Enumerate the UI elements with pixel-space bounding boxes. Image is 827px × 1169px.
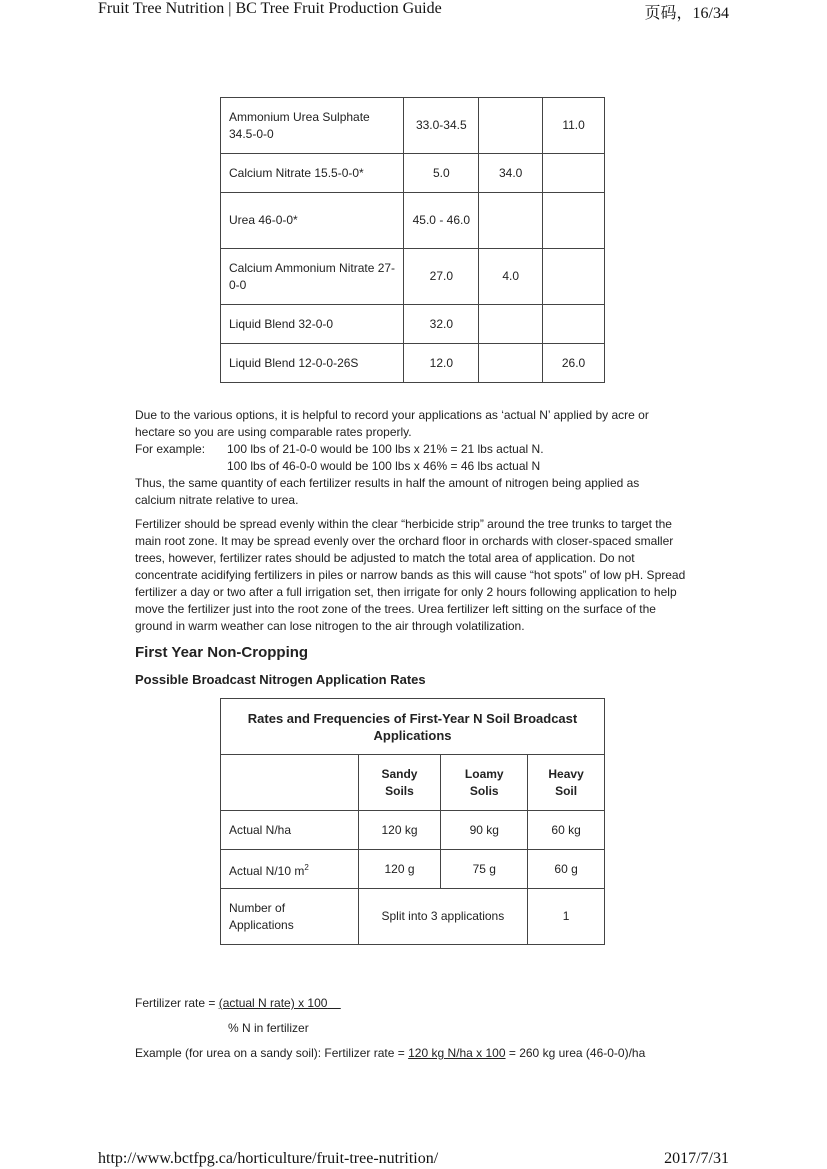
- cell-value: [543, 193, 605, 249]
- example-lead: Example (for urea on a sandy soil): Fertilizer rate =: [135, 1046, 409, 1060]
- paragraph-line: Thus, the same quantity of each fertilizer results in half the amount of nitrogen being applied as: [135, 476, 640, 490]
- table-row: [221, 811, 605, 850]
- paragraph-line: For example:: [135, 442, 206, 456]
- cell-value: 120 g: [358, 850, 441, 889]
- cell-value: 75 g: [441, 850, 528, 889]
- cell-value: [543, 154, 605, 193]
- header-title: Fruit Tree Nutrition | BC Tree Fruit Production Guide: [98, 0, 442, 17]
- table-row: [221, 249, 605, 305]
- cell-value: [479, 193, 543, 249]
- fertilizer-name: Calcium Ammonium Nitrate 27-0-0: [221, 249, 404, 305]
- cell-value: 32.0: [404, 305, 479, 344]
- subsection-heading: Possible Broadcast Nitrogen Application Rates: [135, 672, 426, 687]
- table-row: [221, 154, 605, 193]
- table-row: [221, 344, 605, 383]
- footer-date: 2017/7/31: [664, 1150, 729, 1167]
- fertilizer-name: Calcium Nitrate 15.5-0-0*: [221, 154, 404, 193]
- formula-lead: Fertilizer rate =: [135, 996, 219, 1010]
- page-header: [98, 0, 729, 23]
- header-page-number: 页码，16/34: [644, 5, 729, 22]
- fertilizer-name: Liquid Blend 32-0-0: [221, 305, 404, 344]
- cell-value: 27.0: [404, 249, 479, 305]
- cell-value: [543, 305, 605, 344]
- cell-value: Split into 3 applications: [358, 889, 528, 945]
- cell-value: 4.0: [479, 249, 543, 305]
- application-rates-table: [220, 698, 605, 945]
- cell-value: 34.0: [479, 154, 543, 193]
- example-numerator: 120 kg N/ha x 100: [408, 1046, 506, 1060]
- column-header: Sandy Soils: [358, 755, 441, 811]
- superscript: 2: [304, 862, 309, 872]
- column-header: Loamy Solis: [441, 755, 528, 811]
- cell-value: 5.0: [404, 154, 479, 193]
- fertilizer-name: Liquid Blend 12-0-0-26S: [221, 344, 404, 383]
- table-row: [221, 850, 605, 889]
- cell-value: 12.0: [404, 344, 479, 383]
- fertilizer-spreading-paragraph: Fertilizer should be spread evenly within the clear “herbicide strip” around the tree trunks to target the main root zone. It may be spread evenly over the orchard floor in orchards with closer-spaced smaller trees, however, fertilizer rates should be adjusted to match the total area of application. Do not concentrate acidifying fertilizers in piles or narrow bands as this will cause “hot spots” of low pH. Spread fertilizer a day or two after a full irrigation set, then irrigate for only 2 hours following application to help move the fertilizer just into the root zone of the trees. Urea fertilizer left sitting on the surface of the ground in warm weather can lose nitrogen to the air through volatilization.: [135, 517, 686, 633]
- cell-value: [479, 344, 543, 383]
- page-footer: [98, 1150, 729, 1168]
- cell-value: 33.0-34.5: [404, 98, 479, 154]
- column-header: Heavy Soil: [528, 755, 605, 811]
- fertilizer-name: Urea 46-0-0*: [221, 193, 404, 249]
- cell-value: 120 kg: [358, 811, 441, 850]
- formula-numerator: [219, 996, 341, 1010]
- cell-value: [479, 98, 543, 154]
- fertilizer-name: Ammonium Urea Sulphate 34.5-0-0: [221, 98, 404, 154]
- table-row: [221, 193, 605, 249]
- example-tail: = 260 kg urea (46-0-0)/ha: [505, 1046, 646, 1060]
- table-row: [221, 305, 605, 344]
- cell-value: 1: [528, 889, 605, 945]
- row-label: Number of Applications: [221, 889, 359, 945]
- paragraph-line: 100 lbs of 21-0-0 would be 100 lbs x 21% = 21 lbs actual N.: [227, 442, 544, 456]
- formula-line: [135, 995, 341, 1012]
- cell-value: 60 g: [528, 850, 605, 889]
- empty-header-cell: [221, 755, 359, 811]
- paragraph-line: hectare so you are using comparable rates properly.: [135, 425, 412, 439]
- cell-value: 90 kg: [441, 811, 528, 850]
- formula-denominator: % N in fertilizer: [228, 1021, 309, 1035]
- cell-value: 45.0 - 46.0: [404, 193, 479, 249]
- section-heading: First Year Non-Cropping: [135, 644, 309, 661]
- table-title: Rates and Frequencies of First-Year N Soil Broadcast Applications: [221, 699, 605, 755]
- row-label: [221, 850, 359, 889]
- table-row: [221, 889, 605, 945]
- cell-value: 11.0: [543, 98, 605, 154]
- footer-url: http://www.bctfpg.ca/horticulture/fruit-tree-nutrition/: [98, 1150, 439, 1167]
- cell-value: [479, 305, 543, 344]
- table-row: [221, 755, 605, 811]
- example-line: [135, 1045, 645, 1062]
- cell-value: 60 kg: [528, 811, 605, 850]
- fertilizer-table: [220, 97, 605, 383]
- paragraph-line: Due to the various options, it is helpful to record your applications as ‘actual N’ applied by acre or: [135, 408, 649, 422]
- row-label: Actual N/ha: [221, 811, 359, 850]
- row-label-text: Actual N/10 m: [229, 863, 305, 878]
- table-row: [221, 699, 605, 755]
- cell-value: 26.0: [543, 344, 605, 383]
- table-row: [221, 98, 605, 154]
- formula-numerator-text: (actual N rate) x 100: [218, 996, 328, 1010]
- paragraph-line: calcium nitrate relative to urea.: [135, 493, 299, 507]
- cell-value: [543, 249, 605, 305]
- paragraph-line: 100 lbs of 46-0-0 would be 100 lbs x 46% = 46 lbs actual N: [227, 459, 541, 473]
